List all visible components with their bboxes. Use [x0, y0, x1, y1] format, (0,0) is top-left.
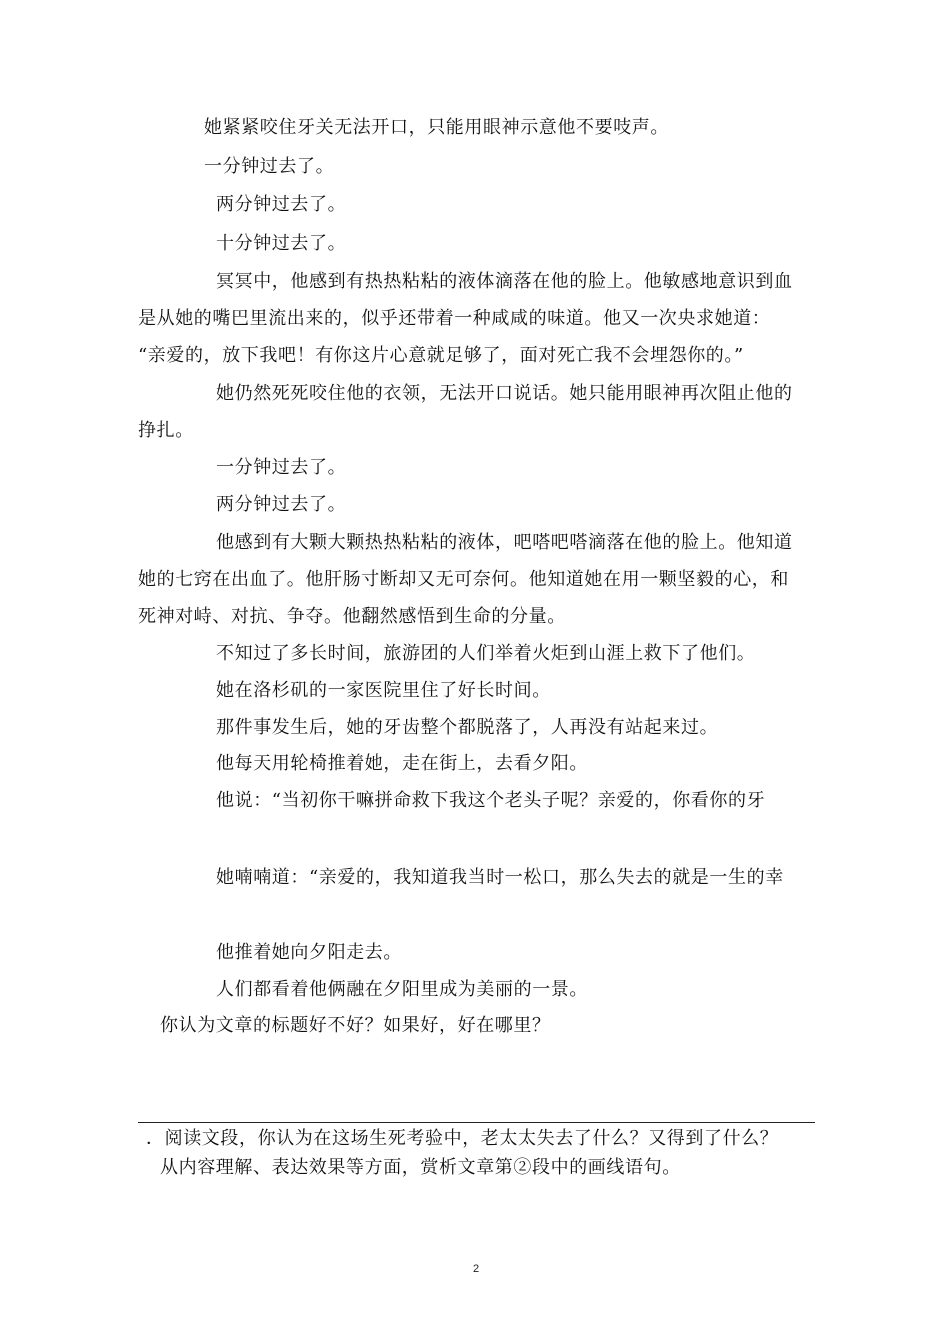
question-title: 你认为文章的标题好不好？如果好，好在哪里？ — [160, 1015, 551, 1036]
passage-line: 她仍然死死咬住他的衣领，无法开口说话。她只能用眼神再次阻止他的 — [216, 383, 793, 404]
passage-line: 人们都看着他俩融在夕阳里成为美丽的一景。 — [216, 979, 588, 1000]
passage-line: 她紧紧咬住牙关无法开口，只能用眼神示意他不要吱声。 — [204, 117, 669, 138]
passage-line: 冥冥中，他感到有热热粘粘的液体滴落在他的脸上。他敏感地意识到血 — [216, 271, 793, 292]
passage-line: 他说：“当初你干嘛拼命救下我这个老头子呢？亲爱的，你看你的牙 — [216, 790, 766, 811]
passage-line: “亲爱的，放下我吧！有你这片心意就足够了，面对死亡我不会埋怨你的。” — [138, 345, 744, 366]
divider-line — [138, 1122, 815, 1123]
question-gain-loss: ．阅读文段，你认为在这场生死考验中，老太太失去了什么？又得到了什么？ — [146, 1128, 779, 1149]
passage-line: 她喃喃道：“亲爱的，我知道我当时一松口，那么失去的就是一生的幸 — [216, 867, 784, 888]
passage-line: 十分钟过去了。 — [216, 233, 347, 254]
passage-line: 挣扎。 — [138, 420, 194, 441]
passage-line: 她的七窍在出血了。他肝肠寸断却又无可奈何。他知道她在用一颗坚毅的心，和 — [138, 569, 789, 590]
passage-line: 一分钟过去了。 — [216, 457, 347, 478]
question-appreciation: 从内容理解、表达效果等方面，赏析文章第②段中的画线语句。 — [160, 1157, 681, 1178]
passage-line: 一分钟过去了。 — [204, 156, 335, 177]
passage-line: 那件事发生后，她的牙齿整个都脱落了，人再没有站起来过。 — [216, 717, 719, 738]
passage-line: 她在洛杉矶的一家医院里住了好长时间。 — [216, 680, 551, 701]
passage-line: 他感到有大颗大颗热热粘粘的液体，吧嗒吧嗒滴落在他的脸上。他知道 — [216, 532, 793, 553]
passage-line: 他每天用轮椅推着她，走在街上，去看夕阳。 — [216, 753, 588, 774]
passage-line: 死神对峙、对抗、争夺。他翻然感悟到生命的分量。 — [138, 606, 566, 627]
page-number: 2 — [472, 1263, 480, 1275]
passage-line: 两分钟过去了。 — [216, 494, 347, 515]
passage-line: 是从她的嘴巴里流出来的，似乎还带着一种咸咸的味道。他又一次央求她道： — [138, 308, 771, 329]
passage-line: 不知过了多长时间，旅游团的人们举着火炬到山涯上救下了他们。 — [216, 643, 756, 664]
passage-line: 两分钟过去了。 — [216, 194, 347, 215]
passage-line: 他推着她向夕阳走去。 — [216, 942, 402, 963]
